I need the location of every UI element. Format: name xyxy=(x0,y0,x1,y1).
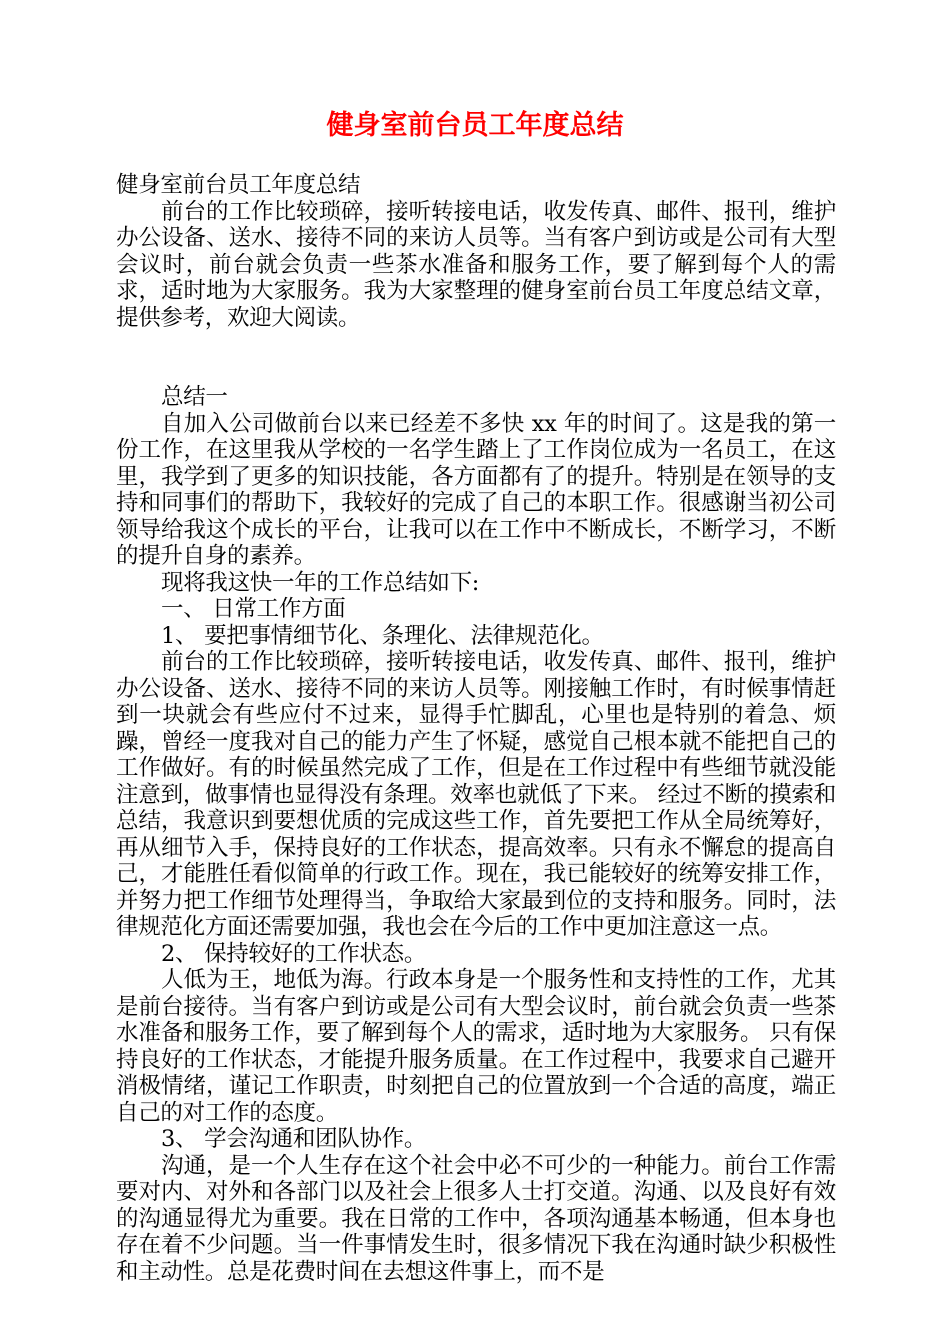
document-body xyxy=(116,172,836,1285)
body-paragraph: 前台的工作比较琐碎，接听转接电话，收发传真、邮件、报刊，维护办公设备、送水、接待不同的来访人员等。刚接触工作时，有时候事情赶到一块就会有些应付不过来，显得手忙脚乱，心里也是特别的着急、烦躁，曾经一度我对自己的能力产生了怀疑，感觉自己根本就不能把自己的工作做好。有的时候虽然完成了工作，但是在工作过程中有些细节就没能注意到，做事情也显得没有条理。效率也就低了下来。 经过不断的摸索和总结，我意识到要想优质的完成这些工作，首先要把工作从全局统筹好，再从细节入手，保持良好的工作状态，提高效率。只有永不懈怠的提高自己，才能胜任看似简单的行政工作。现在，我已能较好的统筹安排工作，并努力把工作细节处理得当，争取给大家最到位的支持和服务。同时，法律规范化方面还需要加强，我也会在今后的工作中更加注意这一点。 xyxy=(116,649,836,940)
list-heading: 一、 日常工作方面 xyxy=(161,596,346,622)
list-item: 2、 保持较好的工作状态。 xyxy=(161,940,427,967)
page-title: 健身室前台员工年度总结 xyxy=(326,110,624,141)
body-paragraph: 现将我这快一年的工作总结如下: xyxy=(161,569,480,596)
list-item: 3、 学会沟通和团队协作。 xyxy=(161,1126,427,1152)
list-item: 1、 要把事情细节化、条理化、法律规范化。 xyxy=(161,622,604,649)
body-paragraph: 沟通，是一个人生存在这个社会中必不可少的一种能力。前台工作需要对内、对外和各部门以及社会上很多人士打交道。沟通、以及良好有效的沟通显得尤为重要。我在日常的工作中，各项沟通基本畅通，但本身也存在着不少问题。当一件事情发生时，很多情况下我在沟通时缺少积极性和主动性。总是花费时间在去想这件事上，而不是 xyxy=(116,1152,836,1285)
paragraph-spacer xyxy=(116,331,836,384)
intro-paragraph: 前台的工作比较琐碎，接听转接电话，收发传真、邮件、报刊，维护办公设备、送水、接待不同的来访人员等。当有客户到访或是公司有大型会议时，前台就会负责一些茶水准备和服务工作，要了解到每个人的需求，适时地为大家服务。我为大家整理的健身室前台员工年度总结文章，提供参考，欢迎大阅读。 xyxy=(116,198,836,331)
body-paragraph: 人低为王，地低为海。行政本身是一个服务性和支持性的工作，尤其是前台接待。当有客户到访或是公司有大型会议时，前台就会负责一些茶水准备和服务工作，要了解到每个人的需求，适时地为大家服务。 只有保持良好的工作状态，才能提升服务质量。在工作过程中，我要求自己避开消极情绪，谨记工作职责，时刻把自己的位置放到一个合适的高度，端正自己的对工作的态度。 xyxy=(116,967,836,1126)
section-heading: 总结一 xyxy=(161,384,228,410)
body-paragraph: 自加入公司做前台以来已经差不多快 xx 年的时间了。这是我的第一份工作，在这里我从学校的一名学生踏上了工作岗位成为一名员工，在这里，我学到了更多的知识技能，各方面都有了的提升。特别是在领导的支持和同事们的帮助下，我较好的完成了自己的本职工作。很感谢当初公司领导给我这个成长的平台，让我可以在工作中不断成长，不断学习，不断的提升自身的素养。 xyxy=(116,410,836,569)
subtitle-paragraph: 健身室前台员工年度总结 xyxy=(116,172,361,198)
